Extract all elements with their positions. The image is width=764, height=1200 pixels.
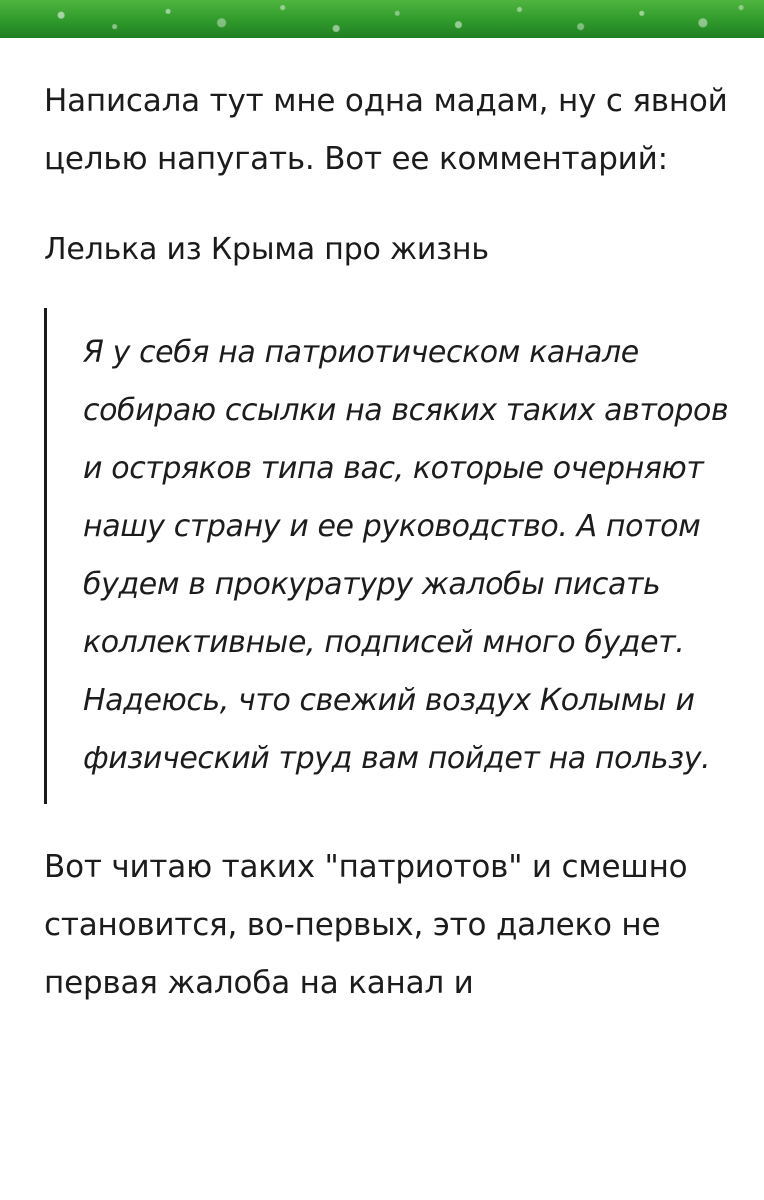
comment-author-link[interactable]: Лелька из Крыма про жизнь [44, 232, 489, 267]
article-paragraph-response: Вот читаю таких "патриотов" и смешно становится, во-первых, это далеко не первая жалоба на канал и [44, 849, 688, 1001]
article-body [44, 72, 734, 1012]
article-paragraph-intro: Написала тут мне одна мадам, ну с явной целью напугать. Вот ее комментарий: [44, 83, 728, 177]
header-banner-image [0, 0, 764, 38]
comment-quote [44, 308, 734, 804]
comment-quote-text: Я у себя на патриотическом канале собираю ссылки на всяких таких авторов и остряков типа вас, которые очерняют нашу страну и ее руководство. А потом будем в прокуратуру жалобы писать коллективные, подписей много будет. Надеюсь, что свежий воздух Колымы и физический труд вам пойдет на пользу. [83, 335, 729, 776]
